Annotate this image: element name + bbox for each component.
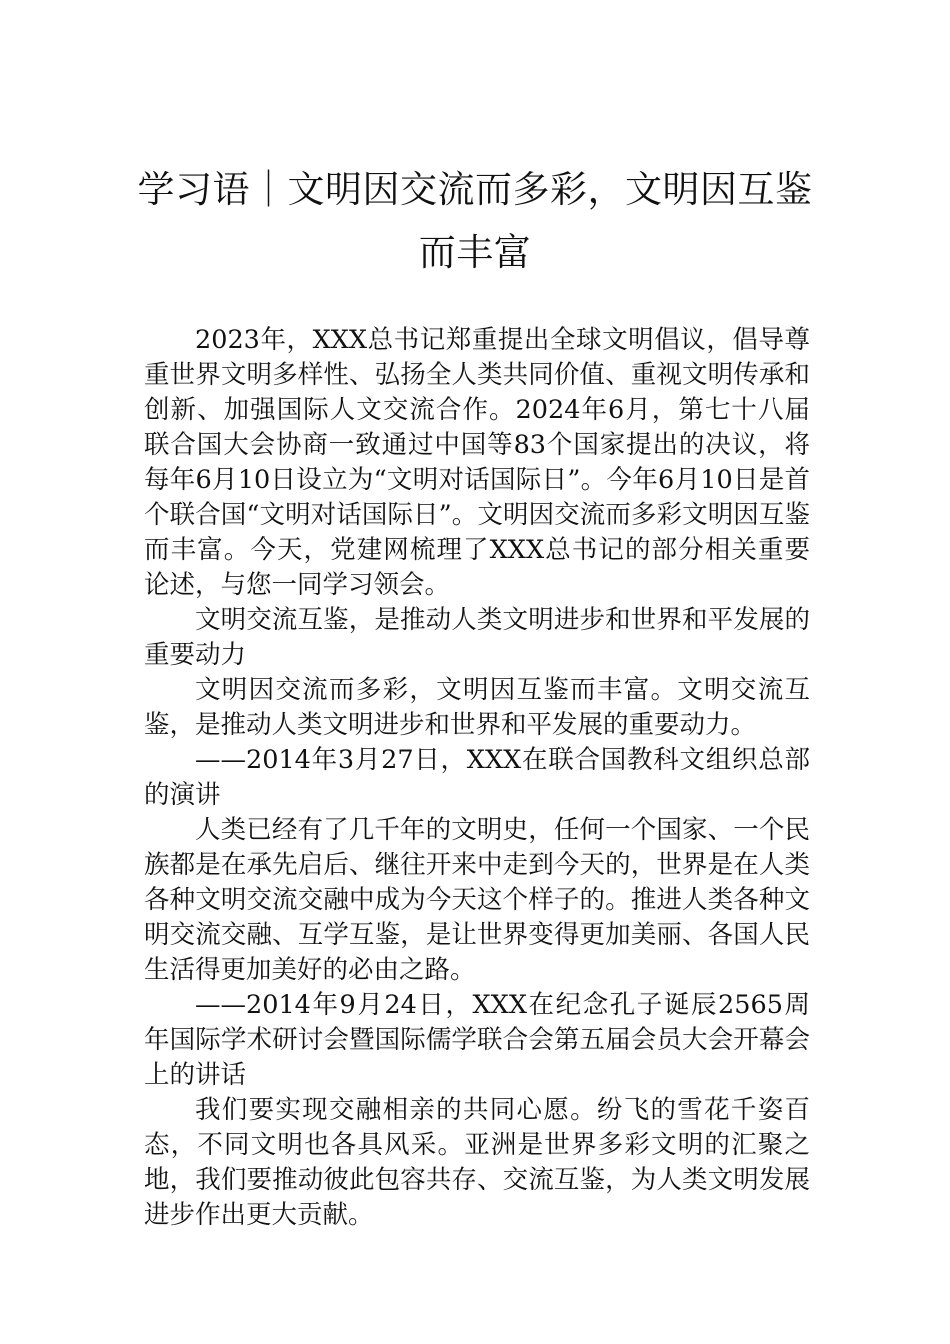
paragraph-intro: 2023年，XXX总书记郑重提出全球文明倡议，倡导尊重世界文明多样性、弘扬全人类共同价值、重视文明传承和创新、加强国际人文交流合作。2024年6月，第七十八届联合国大会协商一致通过中国等83个国家提出的决议，将每年6月10日设立为“文明对话国际日”。今年6月10日是首个联合国“文明对话国际日”。文明因交流而多彩文明因互鉴而丰富。今天，党建网梳理了XXX总书记的部分相关重要论述，与您一同学习领会。 [144,325,810,600]
quote-paragraph: 人类已经有了几千年的文明史，任何一个国家、一个民族都是在承先启后、继往开来中走到今天的，世界是在人类各种文明交流交融中成为今天这个样子的。推进人类各种文明交流交融、互学互鉴，是让世界变得更加美丽、各国人民生活得更加美好的必由之路。 [144,815,810,985]
quote-paragraph: 文明因交流而多彩，文明因互鉴而丰富。文明交流互鉴，是推动人类文明进步和世界和平发展的重要动力。 [144,675,810,740]
section-heading: 文明交流互鉴，是推动人类文明进步和世界和平发展的重要动力 [144,605,810,670]
document-body [144,323,810,1233]
quote-source: ——2014年3月27日，XXX在联合国教科文组织总部的演讲 [144,745,810,810]
document-title: 学习语｜文明因交流而多彩，文明因互鉴而丰富 [137,168,813,274]
quote-paragraph: 我们要实现交融相亲的共同心愿。纷飞的雪花千姿百态，不同文明也各具风采。亚洲是世界多彩文明的汇聚之地，我们要推动彼此包容共存、交流互鉴，为人类文明发展进步作出更大贡献。 [144,1095,810,1230]
quote-source: ——2014年9月24日，XXX在纪念孔子诞辰2565周年国际学术研讨会暨国际儒学联合会第五届会员大会开幕会上的讲话 [144,990,810,1090]
